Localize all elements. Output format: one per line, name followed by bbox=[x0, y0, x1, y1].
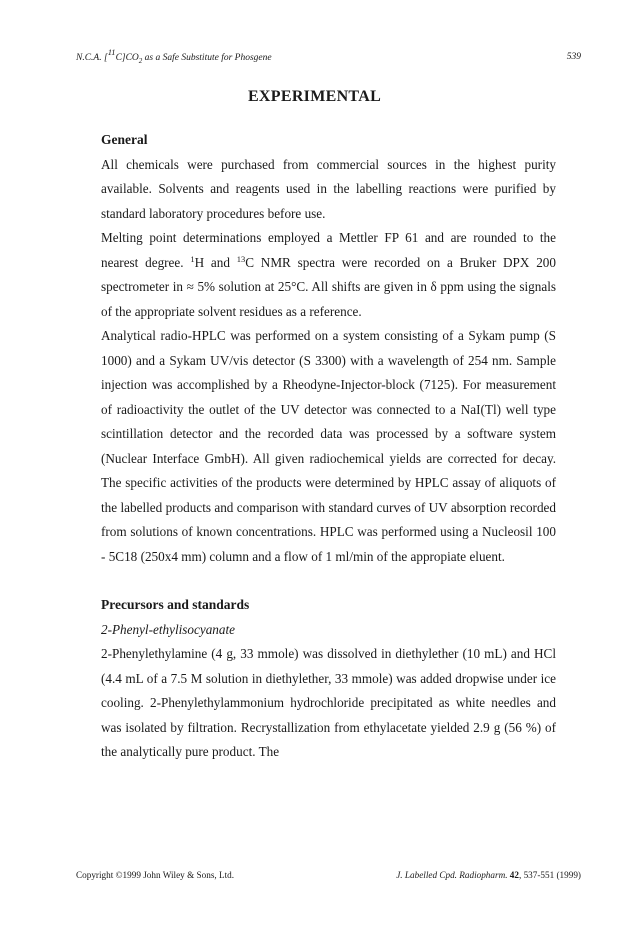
journal-citation: J. Labelled Cpd. Radiopharm. 42, 537-551 (1999) bbox=[396, 870, 581, 880]
paragraph-melting-point: Melting point determinations employed a Mettler FP 61 and are rounded to the nearest degree. $^1$H and $^{13}$C NMR spectra were recorded on a Bruker DPX 200 spectrometer in ≈ 5% solution at 25°C. All shifts are given in δ ppm using the signals of the appropriate solvent residues as a reference. bbox=[101, 230, 556, 319]
page-number: 539 bbox=[566, 52, 581, 62]
copyright-notice: Copyright ©1999 John Wiley & Sons, Ltd. bbox=[76, 870, 235, 880]
running-head-title: N.C.A. $[^{11}C]CO_2$ as a Safe Substitute for Phosgene bbox=[76, 47, 272, 65]
footer bbox=[76, 870, 581, 880]
heading-precursors: Precursors and standards bbox=[101, 597, 250, 612]
body-text bbox=[101, 128, 556, 765]
heading-general: General bbox=[101, 132, 148, 147]
paragraph-synthesis: 2-Phenylethylamine (4 g, 33 mmole) was dissolved in diethylether (10 mL) and HCl (4.4 mL of a 7.5 M solution in diethylether, 33 mmole) was added dropwise under ice cooling. 2-Phenylethylammonium hydrochloride precipitated as white needles and was isolated by filtration. Recrystallization from ethylacetate yielded 2.9 g (56 %) of the analytically pure product. The bbox=[101, 646, 556, 759]
section-title: EXPERIMENTAL bbox=[247, 88, 382, 105]
paragraph-chemicals: All chemicals were purchased from commercial sources in the highest purity available. Solvents and reagents used in the labelling reactions were purified by standard laboratory procedures before use. bbox=[101, 156, 556, 221]
running-head bbox=[76, 47, 581, 65]
subheading-isocyanate: 2-Phenyl-ethylisocyanate bbox=[101, 621, 236, 637]
paragraph-hplc: Analytical radio-HPLC was performed on a system consisting of a Sykam pump (S 1000) and a Sykam UV/vis detector (S 3300) with a wavelength of 254 nm. Sample injection was accomplished by a Rheodyne-Injector-block (7125). For measurement of radioactivity the outlet of the UV detector was connected to a NaI(Tl) well type scintillation detector and the recorded data was processed by a software system (Nuclear Interface GmbH). All given radiochemical yields are corrected for decay. The specific activities of the products were determined by HPLC assay of aliquots of the labelled products and comparison with standard curves of UV absorption recorded from solutions of known concentrations. HPLC was performed using a Nucleosil 100 - 5C18 (250x4 mm) column and a flow of 1 ml/min of the appropiate eluent. bbox=[101, 328, 556, 564]
